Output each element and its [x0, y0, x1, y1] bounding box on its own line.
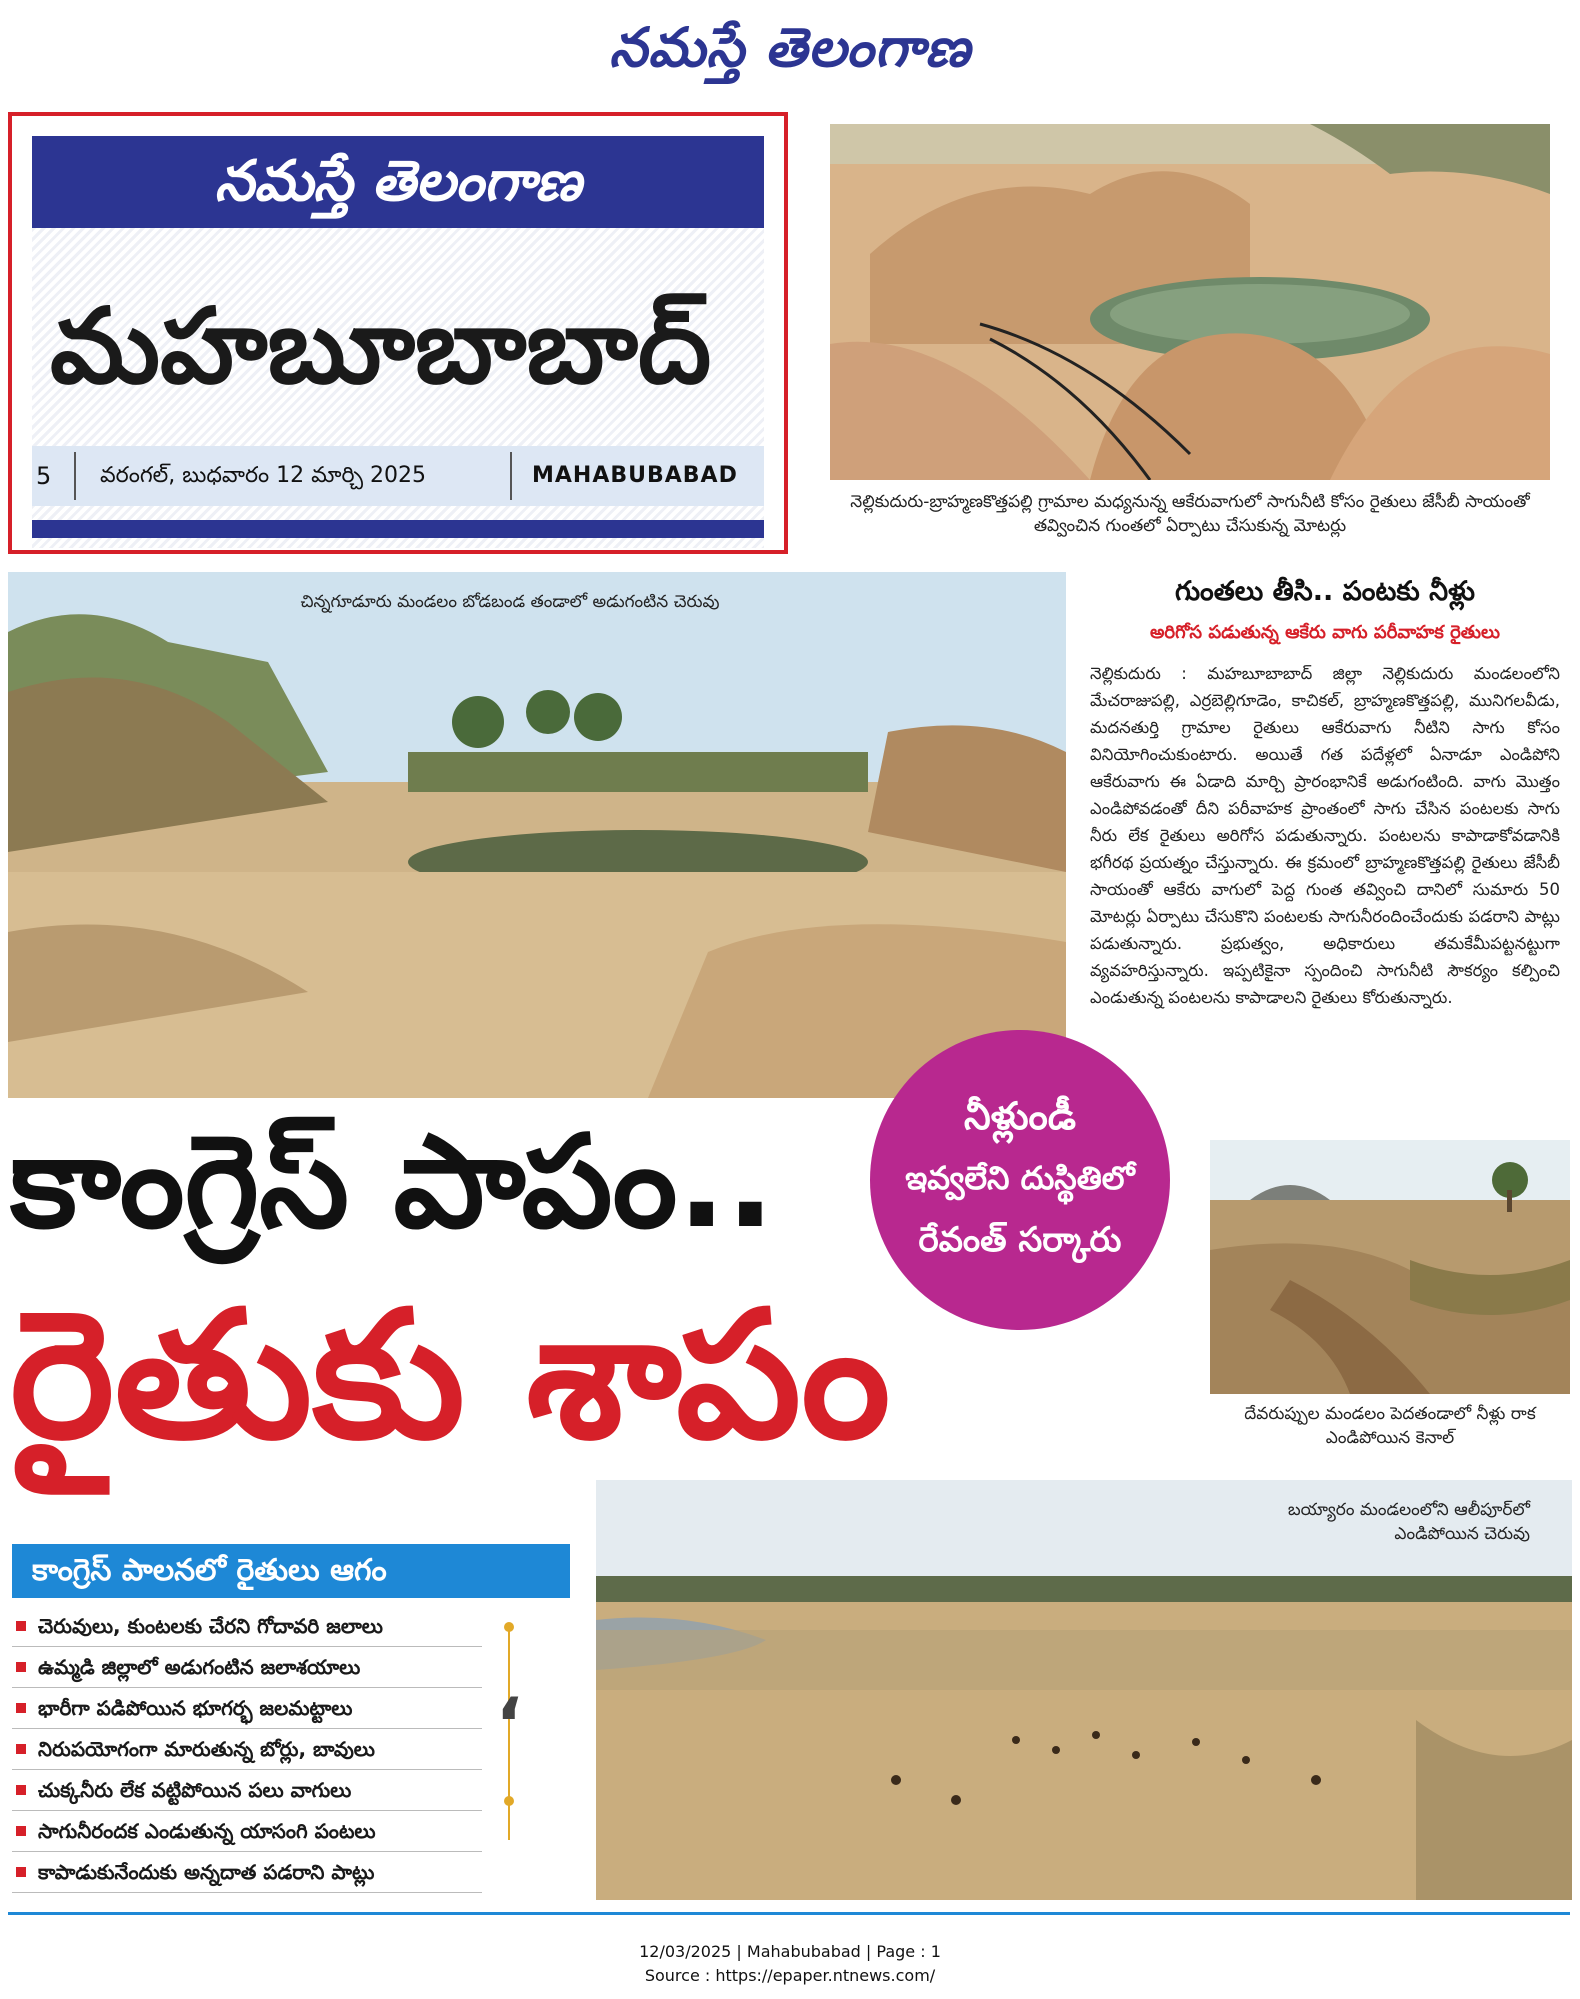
article-subheadline: అరిగోస పడుతున్న ఆకేరు వాగు పరీవాహక రైతులు: [1150, 622, 1500, 643]
bullet-icon: [16, 1662, 26, 1672]
photo-dry-lake-caption: బయ్యారం మండలంలోని ఆలీపూర్‌లో ఎండిపోయిన చెరువు: [1287, 1500, 1530, 1544]
edition-box: [8, 112, 788, 554]
bullet-icon: [16, 1621, 26, 1631]
quote-dot-icon: [504, 1796, 514, 1806]
list-item: సాగునీరందక ఎండుతున్న యాసంగి పంటలు: [12, 1811, 482, 1852]
article-body: నెల్లికుదురు : మహబూబాబాద్ జిల్లా నెల్లికుదురు మండలంలోని మేచరాజుపల్లి, ఎర్రబెల్లిగూడెం, కాచికల్, బ్రాహ్మణకొత్తపల్లి, మునిగలవీడు, మదనతుర్తి గ్రామాల రైతులు ఆకేరువాగు నీటిని సాగు కోసం వినియోగించుకుంటారు. అయితే గత పదేళ్లలో ఏనాడూ ఎండిపోని ఆకేరువాగు ఈ ఏడాది మార్చి ప్రారంభానికే అడుగంటింది. వాగు మొత్తం ఎండిపోవడంతో దీని పరీవాహక ప్రాంతంలో సాగు చేసిన పంటలకు సాగు నీరు లేక రైతులు అరిగోస పడుతున్నారు. పంటలను కాపాడాకోవడానికి భగీరథ ప్రయత్నం చేస్తున్నారు. ఈ క్రమంలో బ్రాహ్మణకొత్తపల్లి రైతులు జేసీబీ సాయంతో ఆకేరు వాగులో పెద్ద గుంత తవ్వించి దానిలో సుమారు 50 మోటర్లు ఏర్పాటు చేసుకొని పంటలకు సాగునీరందించేందుకు పడరాని పాట్లు పడుతున్నారు. ప్రభుత్వం, అధికారులు తమకేమీపట్టనట్టుగా వ్యవహరిస్తున్నారు. ఇప్పటికైనా స్పందించి సాగునీటి సౌకర్యం కల్పించి ఎండుతున్న పంటలను కాపాడాలని రైతులు కోరుతున్నారు.: [1090, 664, 1560, 1007]
quote-dot-icon: [504, 1622, 514, 1632]
edition-name: మహబూబాబాద్: [50, 285, 712, 407]
quote-mark-icon: ‘: [495, 1682, 523, 1766]
photo-sand-pit-caption: నెల్లికుదురు-బ్రాహ్మణకొత్తపల్లి గ్రామాల మధ్యనున్న ఆకేరువాగులో సాగునీటి కోసం రైతులు జేసీబీ సాయంతో తవ్వించిన గుంతలో ఏర్పాటు చేసుకున్న మోటర్లు: [850, 492, 1530, 536]
footer-source-link[interactable]: Source : https://epaper.ntnews.com/: [644, 1966, 936, 1985]
callout-line-1: నీళ్లుండీ: [964, 1094, 1076, 1138]
headline-line-2: రైతుకు శాపం: [10, 1273, 891, 1478]
photo-dry-tank: [8, 572, 1066, 1098]
footer-page-info: 12/03/2025 | Mahabubabad | Page : 1: [639, 1942, 941, 1961]
list-item: కాపాడుకునేందుకు అన్నదాత పడరాని పాట్లు: [12, 1852, 482, 1893]
list-item: ఉమ్మడి జిల్లాలో అడుగంటిన జలాశయాలు: [12, 1647, 482, 1688]
bottom-rule: [8, 1912, 1570, 1915]
sidebar-list: [12, 1606, 482, 1886]
edition-name-english: MAHABUBABAD: [532, 463, 738, 488]
article-headline: గుంతలు తీసి.. పంటకు నీళ్లు: [1174, 576, 1476, 607]
bullet-icon: [16, 1826, 26, 1836]
callout-line-3: రేవంత్ సర్కారు: [918, 1220, 1122, 1260]
photo-dry-canal-caption: దేవరుప్పుల మండలం పెదతండాలో నీళ్లు రాక ఎండిపోయిన కెనాల్: [1244, 1404, 1536, 1448]
callout-circle: [870, 1030, 1170, 1330]
callout-line-2: ఇవ్వలేని దుస్థితిలో: [905, 1159, 1135, 1197]
edition-date-line: వరంగల్, బుధవారం 12 మార్చి 2025: [100, 463, 426, 488]
masthead-logo: నమస్తే తెలంగాణ: [609, 16, 971, 79]
edition-footer-bar: [32, 520, 764, 538]
list-item: భారీగా పడిపోయిన భూగర్భ జలమట్టాలు: [12, 1688, 482, 1729]
photo-dry-canal: [1210, 1140, 1570, 1394]
edition-banner-logo: నమస్తే తెలంగాణ: [32, 136, 764, 228]
divider: [510, 452, 512, 500]
list-item: చుక్కనీరు లేక వట్టిపోయిన పలు వాగులు: [12, 1770, 482, 1811]
photo-sand-pit: [830, 124, 1550, 480]
headline-line-1: కాంగ్రెస్ పాపం..: [10, 1108, 775, 1257]
photo-dry-tank-caption: చిన్నగూడూరు మండలం బోడబండ తండాలో అడుగంటిన చెరువు: [300, 592, 720, 612]
list-item: చెరువులు, కుంటలకు చేరని గోదావరి జలాలు: [12, 1606, 482, 1647]
edition-page-number: 5: [36, 462, 52, 490]
bullet-icon: [16, 1703, 26, 1713]
list-item: నిరుపయోగంగా మారుతున్న బోర్లు, బావులు: [12, 1729, 482, 1770]
bullet-icon: [16, 1867, 26, 1877]
bullet-icon: [16, 1785, 26, 1795]
divider: [74, 452, 76, 500]
bullet-icon: [16, 1744, 26, 1754]
sidebar-heading: కాంగ్రెస్ పాలనలో రైతులు ఆగం: [12, 1544, 570, 1598]
